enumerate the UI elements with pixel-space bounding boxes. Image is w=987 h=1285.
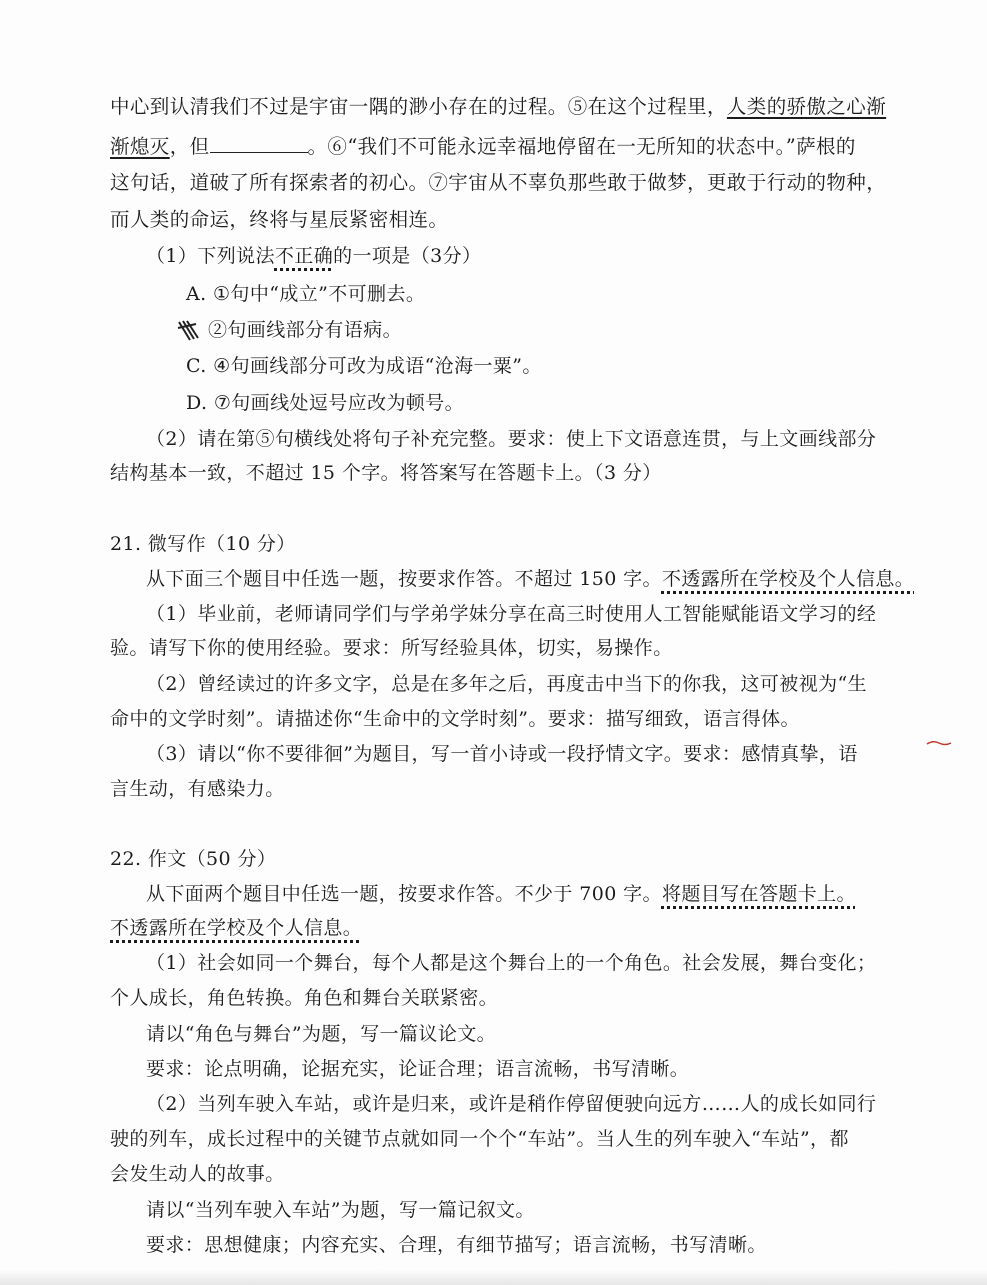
question-20-2-line-2: 结构基本一致，不超过 15 个字。将答案写在答题卡上。（3 分） [110, 462, 662, 484]
section-22-item-2-line-1: （2）当列车驶入车站，或许是归来，或许是稍作停留便驶向远方……人的成长如同行 [146, 1093, 877, 1115]
section-21-item-2-line-2: 命中的文学时刻”。请描述你“生命中的文学时刻”。要求：描写细致，语言得体。 [110, 708, 800, 730]
emphasis-text: 将题目写在答题卡上。 [661, 883, 856, 905]
section-22-intro-line-1 [146, 881, 856, 907]
passage-text: ，但 [169, 135, 210, 158]
section-22-item-1-line-1: （1）社会如同一个舞台，每个人都是这个舞台上的一个角色。社会发展，舞台变化； [146, 952, 877, 974]
underlined-text: 渐熄灭 [110, 135, 170, 158]
emphasis-text: 不正确 [274, 245, 334, 267]
section-21-item-3-line-1: （3）请以“你不要徘徊”为题目，写一首小诗或一段抒情文字。要求：感情真挚，语 [146, 743, 858, 765]
page-edge [0, 1270, 987, 1285]
section-21-title: 21. 微写作（10 分） [110, 533, 296, 555]
passage-line-1 [110, 94, 886, 120]
passage-text: 。⑥“我们不可能永远幸福地停留在一无所知的状态中。”萨根的 [307, 135, 856, 158]
fill-blank [210, 132, 308, 153]
option-b: ②句画线部分有语病。 [208, 319, 403, 341]
option-c: C. ④句画线部分可改为成语“沧海一粟”。 [186, 355, 542, 377]
section-22-item-1-req: 要求：论点明确，论据充实，论证合理；语言流畅，书写清晰。 [146, 1058, 690, 1080]
passage-line-3: 这句话，道破了所有探索者的初心。⑦宇宙从不辜负那些敢于做梦，更敢于行动的物种， [110, 171, 887, 194]
passage-line-4: 而人类的命运，终将与星辰紧密相连。 [110, 208, 449, 231]
passage-text: 中心到认清我们不过是宇宙一隅的渺小存在的过程。⑤在这个过程里， [110, 95, 727, 118]
option-a: A. ①句中“成立”不可删去。 [186, 283, 426, 305]
question-text: （1）下列说法 [146, 245, 275, 267]
underlined-text: 人类的骄傲之心渐 [726, 95, 887, 118]
intro-text: 从下面三个题目中任选一题，按要求作答。不超过 150 字。 [146, 568, 662, 590]
section-21-item-1-line-2: 验。请写下你的使用经验。要求：所写经验具体，切实，易操作。 [110, 637, 673, 659]
red-pen-mark [925, 738, 953, 748]
passage-line-2 [110, 132, 856, 160]
section-21-item-2-line-1: （2）曾经读过的许多文字，总是在多年之后，再度击中当下的你我，这可被视为“生 [146, 673, 868, 695]
section-22-item-2-line-2: 驶的列车，成长过程中的关键节点就如同一个个“车站”。当人生的列车驶入“车站”，都 [110, 1128, 849, 1150]
question-20-1 [146, 243, 481, 269]
section-22-item-2-prompt: 请以“当列车驶入车站”为题，写一篇记叙文。 [146, 1199, 535, 1221]
emphasis-text: 不透露所在学校及个人信息。 [110, 917, 363, 939]
pen-strike-mark [176, 318, 204, 344]
section-22-intro-line-2 [110, 915, 362, 941]
section-22-title: 22. 作文（50 分） [110, 848, 277, 870]
emphasis-text: 不透露所在学校及个人信息。 [661, 568, 915, 590]
question-text: 的一项是（3分） [333, 245, 482, 267]
section-22-item-2-req: 要求：思想健康；内容充实、合理，有细节描写；语言流畅，书写清晰。 [146, 1234, 767, 1256]
question-20-2-line-1: （2）请在第⑤句横线处将句子补充完整。要求：使上下文语意连贯，与上文画线部分 [146, 428, 877, 450]
section-22-item-2-line-3: 会发生动人的故事。 [110, 1163, 285, 1185]
section-21-item-3-line-2: 言生动，有感染力。 [110, 778, 285, 800]
option-d: D. ⑦句画线处逗号应改为顿号。 [186, 392, 465, 414]
section-21-intro [146, 566, 914, 592]
intro-text: 从下面两个题目中任选一题，按要求作答。不少于 700 字。 [146, 883, 662, 905]
section-22-item-1-prompt: 请以“角色与舞台”为题，写一篇议论文。 [146, 1023, 497, 1045]
section-22-item-1-line-2: 个人成长，角色转换。角色和舞台关联紧密。 [110, 987, 499, 1009]
section-21-item-1-line-1: （1）毕业前，老师请同学们与学弟学妹分享在高三时使用人工智能赋能语文学习的经 [146, 603, 877, 625]
